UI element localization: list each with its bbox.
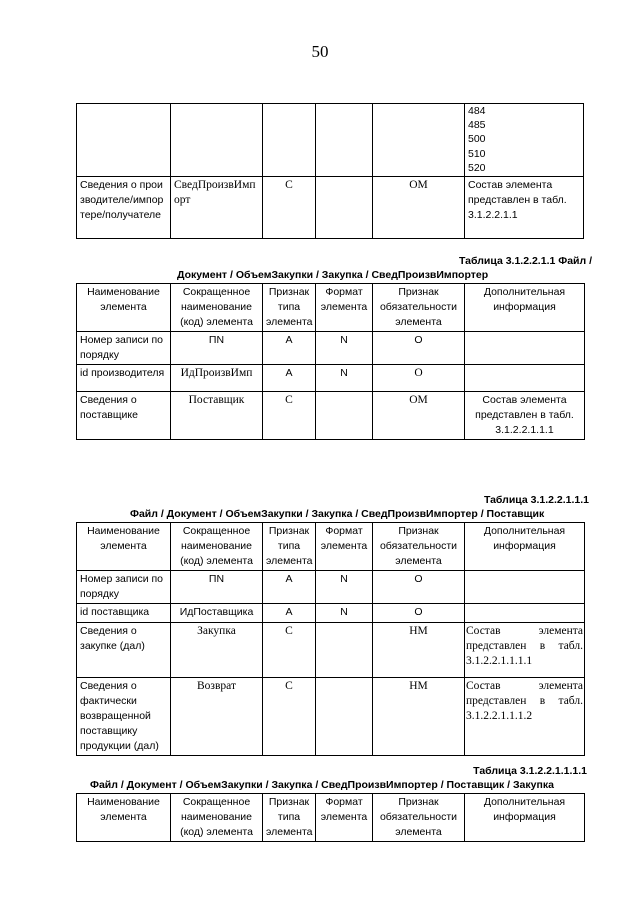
table-cell: [316, 177, 373, 239]
column-header: Признак обязательности элемента: [373, 284, 465, 332]
table-cell: ПN: [171, 571, 263, 604]
continued-table: [76, 103, 584, 239]
table-cell: [465, 332, 585, 365]
table-cell: [263, 104, 316, 177]
table-cell: [465, 365, 585, 392]
column-header: Формат элемента: [316, 523, 373, 571]
column-header: Признак типа элемента: [263, 284, 316, 332]
table-cell: [316, 678, 373, 756]
table-cell: [171, 104, 263, 177]
table-cell: N: [316, 571, 373, 604]
table-cell: Состав элемента представлен в табл. 3.1.2.2.1.1.1: [465, 392, 585, 440]
table-row: [77, 177, 584, 239]
table-caption: Файл / Документ / ОбъемЗакупки / Закупка / СведПроизвИмпортер / Поставщик: [130, 508, 545, 520]
table-cell: А: [263, 332, 316, 365]
table-row: [77, 365, 585, 392]
table-cell: [465, 604, 585, 623]
table-3-1-2-2-1-1-1-1: [76, 793, 585, 842]
table-3-1-2-2-1-1-1: [76, 522, 585, 756]
code-value: 510: [468, 147, 486, 160]
column-header: Формат элемента: [316, 794, 373, 842]
table-cell: СведПроизвИмп орт: [171, 177, 263, 239]
column-header: Дополнительная информация: [465, 523, 585, 571]
table-cell: Сведения о фактически возвращенной поставщику продукции (дал): [77, 678, 171, 756]
table-cell: Сведения о закупке (дал): [77, 623, 171, 678]
table-cell: id производителя: [77, 365, 171, 392]
table-cell: Поставщик: [171, 392, 263, 440]
code-value: 484: [468, 105, 486, 117]
page-number: 50: [311, 42, 329, 61]
column-header: Дополнительная информация: [465, 794, 585, 842]
table-3-1-2-2-1-1: [76, 283, 585, 440]
table-cell: Номер записи по порядку: [77, 571, 171, 604]
table-cell: [316, 392, 373, 440]
table-cell: [373, 104, 465, 177]
column-header: Формат элемента: [316, 284, 373, 332]
table-cell: С: [263, 392, 316, 440]
table-cell: О: [373, 604, 465, 623]
table-cell: НМ: [373, 623, 465, 678]
table-row: [77, 678, 585, 756]
table-cell: Сведения о производителе/импортере/получателе: [77, 177, 171, 239]
table-cell: [77, 104, 171, 177]
column-header: Признак типа элемента: [263, 794, 316, 842]
table-cell: Возврат: [171, 678, 263, 756]
table-cell: ПN: [171, 332, 263, 365]
table-cell: С: [263, 177, 316, 239]
column-header: Сокращенное наименование (код) элемента: [171, 794, 263, 842]
table-caption: Таблица 3.1.2.2.1.1.1.1: [473, 765, 587, 777]
table-cell: ИдПроизвИмп: [171, 365, 263, 392]
code-value: 485: [468, 119, 486, 132]
header-row: [77, 284, 585, 332]
table-cell: ИдПоставщика: [171, 604, 263, 623]
table-caption: Таблица 3.1.2.2.1.1 Файл /: [459, 255, 592, 267]
table-cell: О: [373, 365, 465, 392]
table-cell: [465, 571, 585, 604]
table-row: [77, 623, 585, 678]
column-header: Дополнительная информация: [465, 284, 585, 332]
table-row: [77, 604, 585, 623]
table-cell: id поставщика: [77, 604, 171, 623]
table-caption: Файл / Документ / ОбъемЗакупки / Закупка / СведПроизвИмпортер / Поставщик / Закупка: [90, 779, 554, 791]
table-row: [77, 332, 585, 365]
table-cell: О: [373, 332, 465, 365]
table-cell: Состав элемента представлен в табл. 3.1.2.2.1.1.1.2: [465, 678, 585, 756]
column-header: Признак типа элемента: [263, 523, 316, 571]
table-cell: ОМ: [373, 392, 465, 440]
column-header: Признак обязательности элемента: [373, 794, 465, 842]
code-value: 520: [468, 161, 486, 174]
table-cell: N: [316, 365, 373, 392]
table-cell: [316, 104, 373, 177]
table-cell: А: [263, 365, 316, 392]
table-cell: ОМ: [373, 177, 465, 239]
table-cell: Номер записи по порядку: [77, 332, 171, 365]
table-cell: [316, 623, 373, 678]
code-value: 500: [468, 133, 486, 146]
table-cell: Состав элемента представлен в табл. 3.1.2.2.1.1.1.1: [465, 623, 585, 678]
table-cell: Сведения о поставщике: [77, 392, 171, 440]
table-caption: Таблица 3.1.2.2.1.1.1: [483, 494, 589, 506]
codes-cell: [465, 104, 584, 177]
header-row: [77, 523, 585, 571]
table-cell: Закупка: [171, 623, 263, 678]
table-cell: С: [263, 623, 316, 678]
column-header: Сокращенное наименование (код) элемента: [171, 284, 263, 332]
column-header: Сокращенное наименование (код) элемента: [171, 523, 263, 571]
table-cell: С: [263, 678, 316, 756]
header-row: [77, 794, 585, 842]
table-row: [77, 104, 584, 177]
table-cell: Состав элемента представлен в табл. 3.1.2.2.1.1: [465, 177, 584, 239]
column-header: Наименование элемента: [77, 284, 171, 332]
table-row: [77, 392, 585, 440]
table-cell: А: [263, 604, 316, 623]
table-row: [77, 571, 585, 604]
table-cell: О: [373, 571, 465, 604]
table-cell: А: [263, 571, 316, 604]
table-caption: Документ / ОбъемЗакупки / Закупка / СведПроизвИмпортер: [177, 269, 489, 281]
column-header: Наименование элемента: [77, 523, 171, 571]
column-header: Признак обязательности элемента: [373, 523, 465, 571]
table-cell: НМ: [373, 678, 465, 756]
table-cell: N: [316, 604, 373, 623]
column-header: Наименование элемента: [77, 794, 171, 842]
table-cell: N: [316, 332, 373, 365]
